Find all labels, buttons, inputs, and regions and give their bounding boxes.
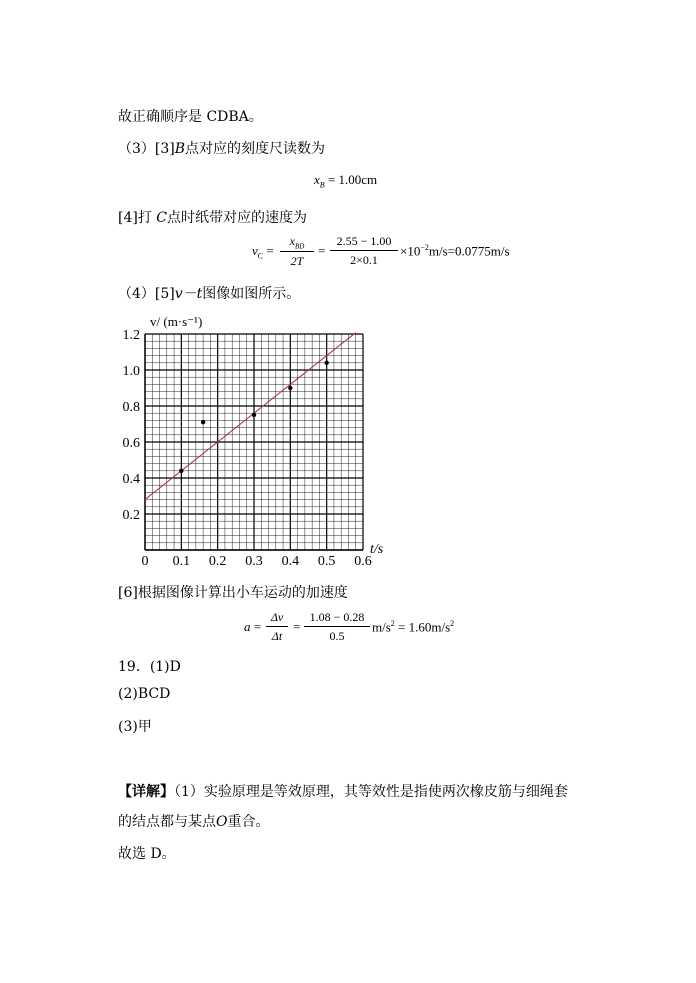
eq-xb-sub: B [319, 180, 325, 190]
x-tick-label: 0.4 [281, 554, 300, 569]
explanation-text-1: （1）实验原理是等效原理，其等效性是指使两次橡皮筋与细绳套 [174, 784, 568, 800]
y-axis-label: v/ (m·s⁻¹) [150, 314, 203, 329]
fit-line [145, 333, 356, 500]
chart-points [179, 361, 329, 473]
chart-fit-line [145, 333, 356, 500]
eq-xb-symbol: x [314, 172, 320, 187]
eq-a-symbol: a [244, 619, 251, 634]
eq-a-f1-num: Δv [266, 610, 288, 627]
eq-vc-f1-den: 2T [290, 254, 304, 269]
answer-19-1: 19．(1)D [118, 659, 181, 675]
y-tick-label: 0.8 [122, 400, 140, 415]
explanation-line-3: 故选 D。 [118, 846, 176, 862]
eq-vc-fraction-2 [330, 234, 398, 268]
y-tick-label: 0.6 [122, 436, 140, 451]
eq-a-lhs [244, 619, 261, 635]
eq-a-f1-den: Δt [271, 629, 283, 643]
x-tick-label: 0.1 [172, 554, 191, 569]
eq-xb-value: = 1.00cm [327, 172, 378, 187]
vt-var: v－t [174, 286, 203, 302]
y-tick-label: 0.4 [122, 472, 140, 487]
data-point [201, 420, 205, 424]
x-axis-label: t/s [370, 542, 384, 557]
vt-text: 图像如图所示。 [202, 286, 301, 302]
x-tick-label: 0.5 [317, 554, 336, 569]
answer-19-3: (3)甲 [118, 719, 152, 735]
eq-vc-equals-1: = [266, 243, 274, 258]
data-point [324, 361, 328, 365]
c-velocity-prefix: [4]打 [118, 210, 157, 226]
explanation-tag: 【详解】 [118, 784, 174, 800]
eq-vc-f1-num: $x_{BD}$ [280, 234, 314, 252]
eq-a-fraction-2 [304, 610, 370, 644]
text-line-order: 故正确顺序是 CDBA。 [118, 109, 263, 125]
point-o-var: O [216, 814, 228, 830]
eq-vc-f2-num: 2.55 − 1.00 [330, 234, 398, 251]
eq-vc-equals-2: = [318, 243, 326, 258]
eq-a-fraction-1 [266, 610, 288, 644]
text-line-c-velocity [118, 207, 307, 227]
question-label: （3）[3] [118, 141, 175, 157]
eq-a-equals-2: = [293, 619, 301, 634]
question-label-4: （4）[5] [118, 286, 175, 302]
eq-a-equals-1: = [253, 619, 262, 634]
point-b-var: B [174, 141, 186, 157]
explanation-line-1 [118, 781, 568, 801]
equation-xb [314, 172, 377, 190]
eq-vc-sub: C [257, 251, 264, 261]
eq-a-tail: $m/s^2 = 1.60m/s^2$ [372, 619, 455, 635]
eq-vc-f2-den: 2×0.1 [350, 253, 378, 267]
eq-vc-tail: $\times 10^{-2}m/s=0.0775m/s$ [400, 243, 510, 259]
eq-vc-fraction-1 [280, 234, 314, 269]
answer-19-2: (2)BCD [118, 686, 171, 702]
text-line-vt-graph [118, 283, 300, 303]
explanation-line-2: 的结点都与某点O重合。 [118, 814, 270, 830]
x-tick-label: 0 [141, 554, 149, 569]
eq-vc-lhs [252, 243, 274, 261]
chart-labels [123, 314, 384, 569]
x-tick-label: 0.2 [208, 554, 227, 569]
data-point [179, 469, 183, 473]
eq-a-f2-den: 0.5 [329, 629, 345, 643]
point-c-var: C [156, 210, 167, 226]
chart-grid [145, 334, 363, 550]
chart-axes [145, 334, 363, 550]
data-point [252, 413, 256, 417]
y-tick-label: 1.0 [122, 364, 140, 379]
x-tick-label: 0.6 [354, 554, 372, 569]
text-line-acceleration: [6]根据图像计算出小车运动的加速度 [118, 585, 348, 601]
b-reading-text: 点对应的刻度尺读数为 [185, 141, 326, 157]
eq-a-f2-num: 1.08 − 0.28 [304, 610, 370, 627]
c-velocity-text: 点时纸带对应的速度为 [167, 210, 307, 226]
text-line-b-reading [118, 138, 325, 158]
data-point [288, 386, 292, 390]
y-tick-label: 0.2 [122, 508, 140, 523]
x-tick-label: 0.3 [245, 554, 263, 569]
eq-vc-symbol: v [252, 243, 258, 258]
y-tick-label: 1.2 [122, 328, 140, 343]
